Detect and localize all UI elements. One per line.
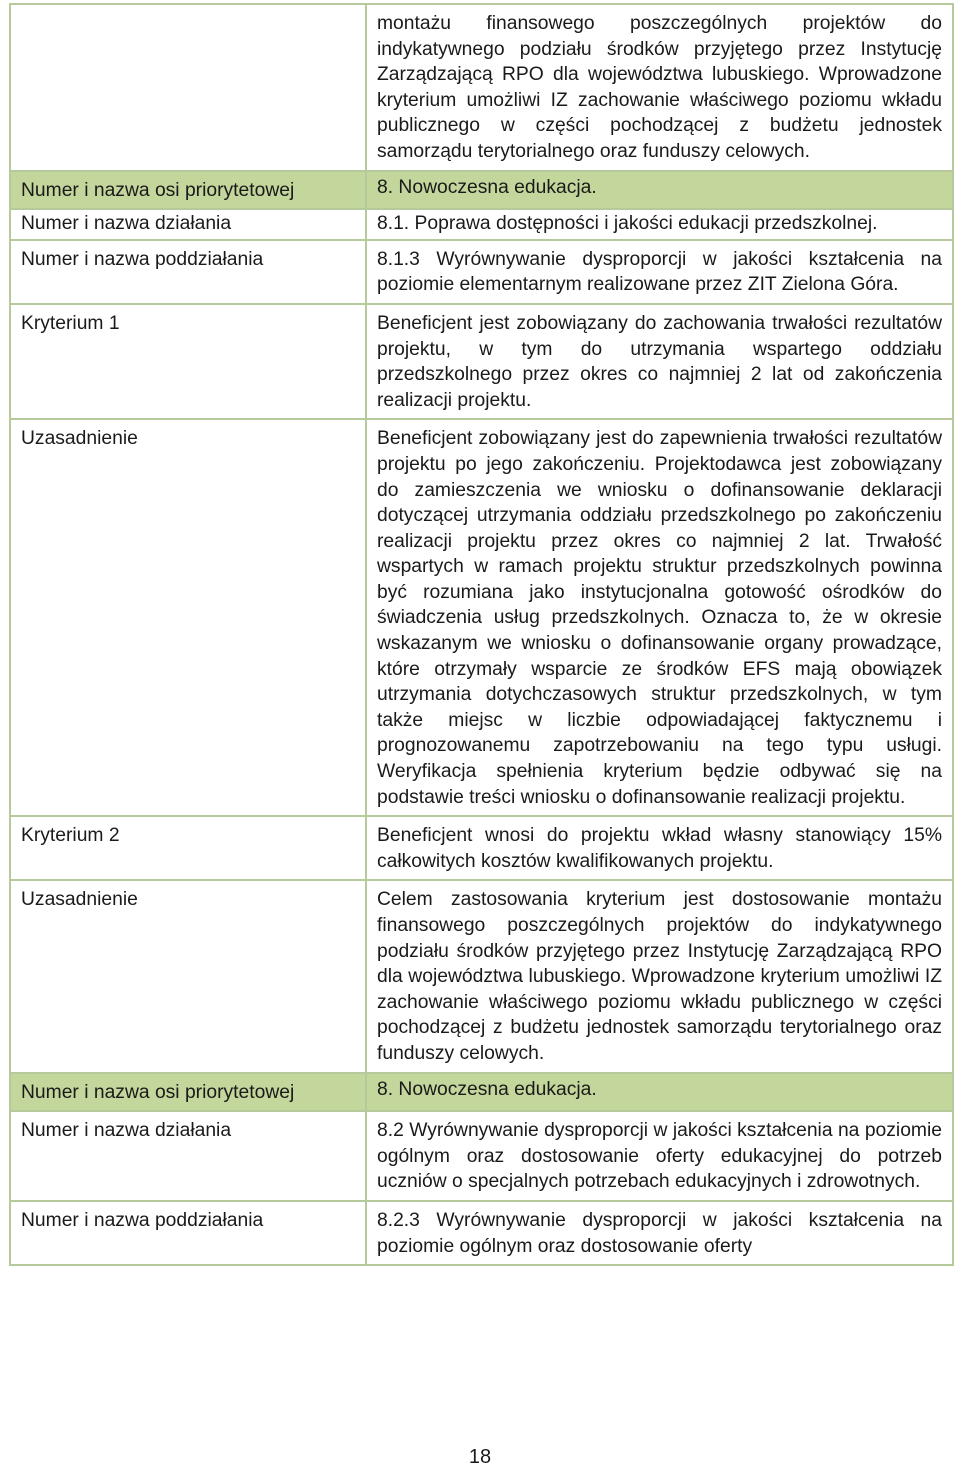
row-label: Uzasadnienie xyxy=(10,880,366,1072)
row-label: Numer i nazwa poddziałania xyxy=(10,1201,366,1265)
row-label: Numer i nazwa poddziałania xyxy=(10,240,366,304)
table-row xyxy=(10,4,953,171)
table-row xyxy=(10,816,953,880)
row-value: 8. Nowoczesna edukacja. xyxy=(366,171,953,210)
page-number: 18 xyxy=(468,1446,492,1468)
table-row xyxy=(10,419,953,816)
row-value: 8.1. Poprawa dostępności i jakości edukacji przedszkolnej. xyxy=(366,209,953,240)
table-row xyxy=(10,304,953,419)
row-value: 8.2.3 Wyrównywanie dysproporcji w jakości kształcenia na poziomie ogólnym oraz dostosowanie oferty xyxy=(366,1201,953,1265)
table-row xyxy=(10,1201,953,1265)
row-label: Numer i nazwa działania xyxy=(10,1111,366,1201)
row-label: Kryterium 1 xyxy=(10,304,366,419)
table-row xyxy=(10,240,953,304)
row-value: Beneficjent jest zobowiązany do zachowania trwałości rezultatów projektu, w tym do utrzymania wspartego oddziału przedszkolnego przez okres co najmniej 2 lat od zakończenia realizacji projektu. xyxy=(366,304,953,419)
axis-row xyxy=(10,171,953,210)
row-label: Kryterium 2 xyxy=(10,816,366,880)
table-row xyxy=(10,1111,953,1201)
row-label: Numer i nazwa działania xyxy=(10,209,366,240)
row-label: Uzasadnienie xyxy=(10,419,366,816)
table-row xyxy=(10,209,953,240)
row-value: 8.2 Wyrównywanie dysproporcji w jakości kształcenia na poziomie ogólnym oraz dostosowanie oferty edukacyjnej do potrzeb uczniów o specjalnych potrzebach edukacyjnych i zdrowotnych. xyxy=(366,1111,953,1201)
row-value: Beneficjent wnosi do projektu wkład własny stanowiący 15% całkowitych kosztów kwalifikowanych projektu. xyxy=(366,816,953,880)
table-row xyxy=(10,880,953,1072)
row-label: Numer i nazwa osi priorytetowej xyxy=(10,1073,366,1112)
row-label xyxy=(10,4,366,171)
row-value: 8. Nowoczesna edukacja. xyxy=(366,1073,953,1112)
row-value: montażu finansowego poszczególnych projektów do indykatywnego podziału środków przyjętego przez Instytucję Zarządzającą RPO dla województwa lubuskiego. Wprowadzone kryterium umożliwi IZ zachowanie właściwego poziomu wkładu publicznego w części pochodzącej z budżetu jednostek samorządu terytorialnego oraz funduszy celowych. xyxy=(366,4,953,171)
row-value: Celem zastosowania kryterium jest dostosowanie montażu finansowego poszczególnych projektów do indykatywnego podziału środków przyjętego przez Instytucję Zarządzającą RPO dla województwa lubuskiego. Wprowadzone kryterium umożliwi IZ zachowanie właściwego poziomu wkładu publicznego w części pochodzącej z budżetu jednostek samorządu terytorialnego oraz funduszy celowych. xyxy=(366,880,953,1072)
axis-row xyxy=(10,1073,953,1112)
row-label: Numer i nazwa osi priorytetowej xyxy=(10,171,366,210)
row-value: Beneficjent zobowiązany jest do zapewnienia trwałości rezultatów projektu po jego zakończeniu. Projektodawca jest zobowiązany do zamieszczenia we wniosku o dofinansowanie deklaracji dotyczącej utrzymania oddziału przedszkolnego po zakończeniu realizacji projektu przez okres co najmniej 2 lat. Trwałość wspartych w ramach projektu struktur przedszkolnych powinna być rozumiana jako instytucjonalna gotowość ośrodków do świadczenia usług przedszkolnych. Oznacza to, że w okresie wskazanym we wniosku o dofinansowanie organy prowadzące, które otrzymały wsparcie ze środków EFS mają obowiązek utrzymania dotychczasowych struktur przedszkolnych, w tym także miejsc w liczbie odpowiadającej faktycznemu i prognozowanemu zapotrzebowaniu na tego typu usługi. Weryfikacja spełnienia kryterium będzie odbywać się na podstawie treści wniosku o dofinansowanie realizacji projektu. xyxy=(366,419,953,816)
criteria-table xyxy=(9,3,954,1266)
row-value: 8.1.3 Wyrównywanie dysproporcji w jakości kształcenia na poziomie elementarnym realizowane przez ZIT Zielona Góra. xyxy=(366,240,953,304)
